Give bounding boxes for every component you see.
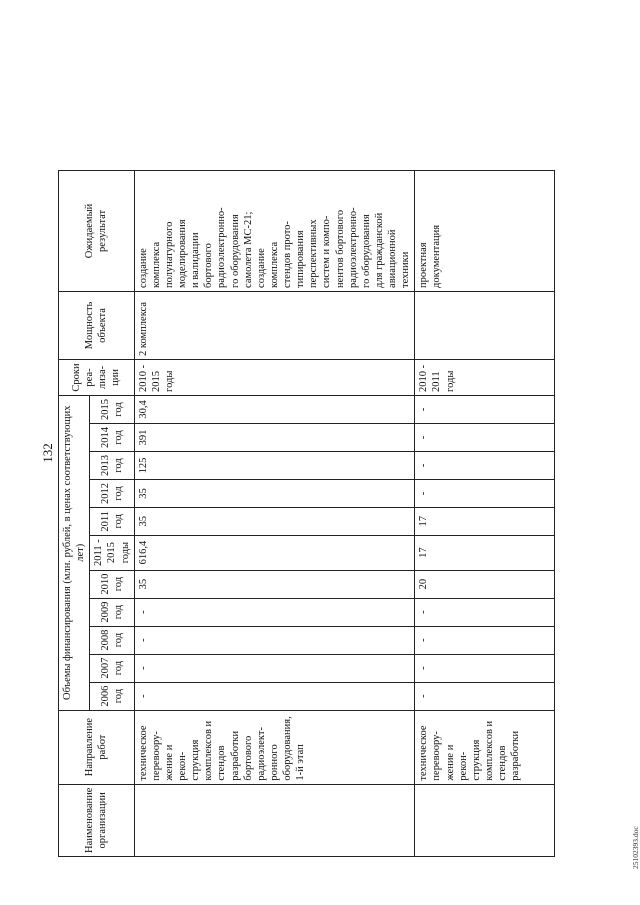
value-cell: - xyxy=(415,479,555,507)
header-org: Наименование организации xyxy=(59,784,135,856)
header-year: 2015 год xyxy=(90,395,134,423)
direction-cell: техническое перевоору- жение и рекон- струкция комплексов и стендов разработки xyxy=(415,710,555,784)
header-capacity: Мощность объекта xyxy=(59,291,135,359)
result-cell: проектная документация xyxy=(415,170,555,291)
header-result: Ожидаемый результат xyxy=(59,170,135,291)
value-cell: 35 xyxy=(134,570,415,598)
value-cell: - xyxy=(415,423,555,451)
header-year: 2008 год xyxy=(90,626,134,654)
header-direction: Направление работ xyxy=(59,710,135,784)
org-cell xyxy=(134,784,415,856)
value-cell: - xyxy=(134,654,415,682)
value-cell: 17 xyxy=(415,507,555,535)
value-cell: - xyxy=(415,451,555,479)
page-number: 132 xyxy=(40,442,55,463)
org-cell xyxy=(415,784,555,856)
table-row xyxy=(134,170,415,856)
header-year: 2009 год xyxy=(90,598,134,626)
header-year: 2012 год xyxy=(90,479,134,507)
header-year: 2014 год xyxy=(90,423,134,451)
period-cell: 2010 - 2015 годы xyxy=(134,359,415,395)
header-funding: Объемы финансирования (млн. рублей, в ценах соответствующих лет) xyxy=(59,395,90,710)
value-cell: 616,4 xyxy=(134,535,415,570)
period-cell: 2010 - 2011 годы xyxy=(415,359,555,395)
header-period: Сроки реа- лиза- ции xyxy=(59,359,135,395)
header-year: 2013 год xyxy=(90,451,134,479)
table-row xyxy=(415,170,555,856)
rotated-content xyxy=(40,43,640,869)
header-year: 2006 год xyxy=(90,682,134,710)
value-cell: - xyxy=(415,654,555,682)
value-cell: - xyxy=(134,682,415,710)
header-row-1 xyxy=(59,170,90,856)
value-cell: 20 xyxy=(415,570,555,598)
value-cell: 35 xyxy=(134,479,415,507)
capacity-cell xyxy=(415,291,555,359)
value-cell: - xyxy=(415,598,555,626)
direction-cell: техническое перевоору- жение и рекон- струкция комплексов и стендов разработки бортового радиоэлект- ронного оборудования, 1-й этап xyxy=(134,710,415,784)
header-year: 2011 год xyxy=(90,507,134,535)
value-cell: - xyxy=(134,598,415,626)
value-cell: 17 xyxy=(415,535,555,570)
value-cell: 30,4 xyxy=(134,395,415,423)
funding-table xyxy=(58,169,555,856)
document-id: 25102393.doc xyxy=(631,825,640,869)
value-cell: 35 xyxy=(134,507,415,535)
header-year: 2010 год xyxy=(90,570,134,598)
value-cell: 125 xyxy=(134,451,415,479)
capacity-cell: 2 комплекса xyxy=(134,291,415,359)
result-cell: создание комплекса полунатурного моделирования и валидации бортового радиоэлектронно- го оборудования самолета МС-21; создание комплекса стендов прото- типирования перспективных систем и компо- нентов бортового радиоэлектронно- го оборудования для гражданской авиационной техники xyxy=(134,170,415,291)
value-cell: 391 xyxy=(134,423,415,451)
value-cell: - xyxy=(415,626,555,654)
value-cell: - xyxy=(134,626,415,654)
value-cell: - xyxy=(415,682,555,710)
value-cell: - xyxy=(415,395,555,423)
header-year: 2011 - 2015 годы xyxy=(90,535,134,570)
header-year: 2007 год xyxy=(90,654,134,682)
